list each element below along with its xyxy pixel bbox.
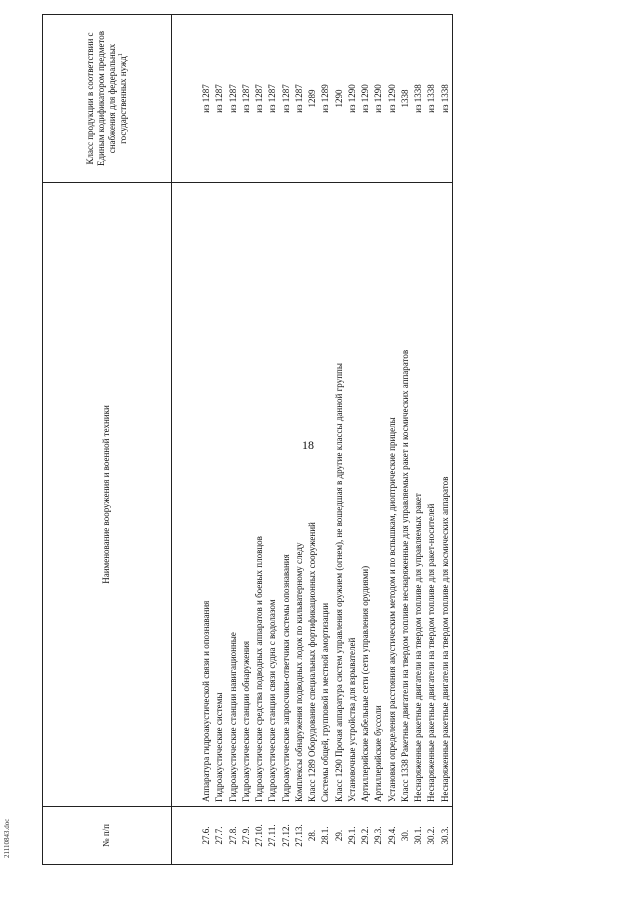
row-number: 27.7.	[213, 807, 226, 865]
row-number: 27.11.	[266, 807, 279, 865]
footer-file-name: 2111084З.doc	[3, 818, 11, 858]
table-row	[227, 15, 240, 865]
table-row	[412, 15, 425, 865]
row-name: Гидроакустические станции навигационные	[227, 183, 240, 807]
table-row	[333, 15, 346, 865]
table-header-row	[43, 15, 172, 865]
header-class	[43, 15, 172, 183]
table-row	[425, 15, 438, 865]
row-number: 27.8.	[227, 807, 240, 865]
row-name: Гидроакустические системы	[213, 183, 226, 807]
row-name: Гидроакустические станции обнаружения	[240, 183, 253, 807]
row-number: 30.1.	[412, 807, 425, 865]
row-name: Комплексы обнаружения подводных лодок по кильватерному следу	[293, 183, 306, 807]
table-row	[200, 15, 213, 865]
row-class: из 1287	[266, 15, 279, 183]
row-number: 28.	[306, 807, 319, 865]
row-number: 27.10.	[253, 807, 266, 865]
row-name: Неснаряженные ракетные двигатели на твердом топливе для управляемых ракет	[412, 183, 425, 807]
header-class-text: Класс продукции в соответствии с Единым кодификатором предметов снабжения для федеральных государственных нужд	[84, 31, 129, 167]
row-number: 27.9.	[240, 807, 253, 865]
row-number: 28.1.	[319, 807, 332, 865]
row-class: из 1338	[425, 15, 438, 183]
row-name: Аппаратура гидроакустической связи и опознавания	[200, 183, 213, 807]
row-class: из 1338	[439, 15, 453, 183]
table-gap-row	[172, 15, 201, 865]
row-name: Гидроакустические средства подводных аппаратов и боевых пловцов	[253, 183, 266, 807]
header-class-footnote: 1	[118, 53, 125, 57]
row-class: из 1290	[386, 15, 399, 183]
header-number: № п/п	[43, 807, 172, 865]
table-row	[253, 15, 266, 865]
row-class: из 1287	[213, 15, 226, 183]
weapons-table	[42, 14, 453, 865]
table-row	[293, 15, 306, 865]
row-number: 27.13.	[293, 807, 306, 865]
row-class: 1290	[333, 15, 346, 183]
row-class: из 1287	[280, 15, 293, 183]
row-name: Артиллерийские буссоли	[372, 183, 385, 807]
header-name: Наименование вооружения и военной техники	[43, 183, 172, 807]
row-name: Гидроакустические станции связи судна с водолазом	[266, 183, 279, 807]
row-number: 29.4.	[386, 807, 399, 865]
row-class: 1338	[399, 15, 412, 183]
row-name: Класс 1290 Прочая аппаратура систем управления оружием (огнем), не вошедшая в другие классы данной группы	[333, 183, 346, 807]
row-name: Установочные устройства для взрывателей	[346, 183, 359, 807]
row-number: 30.	[399, 807, 412, 865]
table-row	[399, 15, 412, 865]
table-row	[439, 15, 453, 865]
row-class: 1289	[306, 15, 319, 183]
row-name: Установки определения расстояния акустическим методом и по вспышкам, диоптрические прицелы	[386, 183, 399, 807]
row-number: 27.6.	[200, 807, 213, 865]
row-class: из 1287	[200, 15, 213, 183]
table-row	[266, 15, 279, 865]
row-name: Артиллерийские кабельные сети (сети управления орудиями)	[359, 183, 372, 807]
row-class: из 1290	[359, 15, 372, 183]
table-row	[213, 15, 226, 865]
table-row	[240, 15, 253, 865]
row-name: Неснаряженные ракетные двигатели на твердом топливе для космических аппаратов	[439, 183, 453, 807]
table-row	[306, 15, 319, 865]
table-row	[386, 15, 399, 865]
table-row	[359, 15, 372, 865]
row-class: из 1287	[227, 15, 240, 183]
table-row	[319, 15, 332, 865]
row-number: 29.2.	[359, 807, 372, 865]
table-row	[346, 15, 359, 865]
row-number: 30.3.	[439, 807, 453, 865]
row-class: из 1287	[253, 15, 266, 183]
row-number: 30.2.	[425, 807, 438, 865]
rotated-table-container	[42, 15, 562, 865]
row-class: из 1287	[293, 15, 306, 183]
table-row	[280, 15, 293, 865]
row-number: 27.12.	[280, 807, 293, 865]
row-class: из 1290	[372, 15, 385, 183]
row-name: Класс 1289 Оборудование специальных фортификационных сооружений	[306, 183, 319, 807]
row-class: из 1289	[319, 15, 332, 183]
row-name: Гидроакустические запросчики-ответчики системы опознавания	[280, 183, 293, 807]
row-name: Системы общей, групповой и местной амортизации	[319, 183, 332, 807]
row-name: Неснаряженные ракетные двигатели на твердом топливе для ракет-носителей	[425, 183, 438, 807]
row-number: 29.	[333, 807, 346, 865]
page-number: 18	[302, 438, 314, 452]
row-class: из 1287	[240, 15, 253, 183]
row-class: из 1338	[412, 15, 425, 183]
table-body	[172, 15, 453, 865]
row-class: из 1290	[346, 15, 359, 183]
row-number: 29.3.	[372, 807, 385, 865]
row-name: Класс 1338 Ракетные двигатели на твердом топливе неснаряженные для управляемых ракет и космических аппаратов	[399, 183, 412, 807]
table-row	[372, 15, 385, 865]
row-number: 29.1.	[346, 807, 359, 865]
